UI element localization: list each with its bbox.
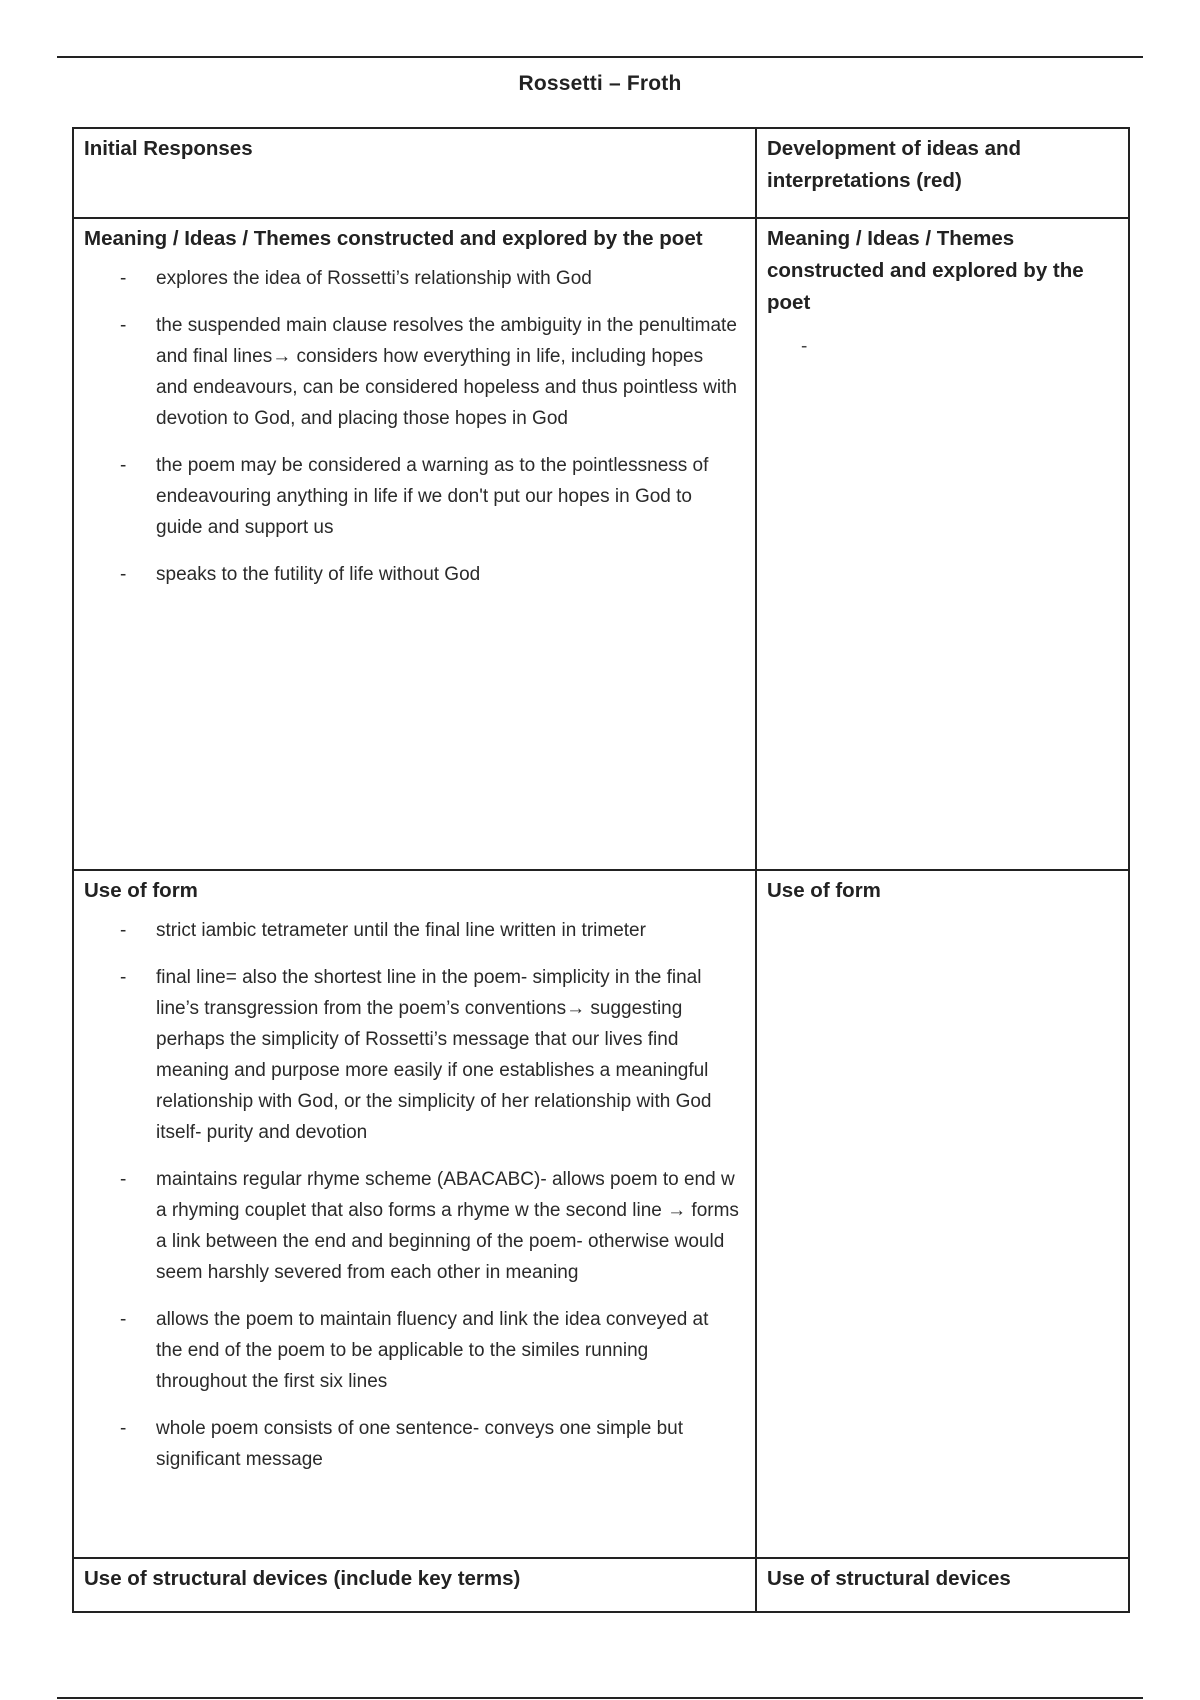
list-item	[84, 962, 745, 1148]
bullet-dash: -	[120, 1309, 127, 1330]
development-heading: Development of ideas and interpretations (red)	[767, 137, 1022, 192]
form-bullet-list	[84, 915, 745, 1475]
meaning-right-cell	[756, 218, 1129, 870]
list-item	[84, 1413, 745, 1475]
analysis-table	[72, 127, 1130, 1613]
bullet-dash: -	[120, 1418, 127, 1439]
structure-left-cell	[73, 1558, 756, 1612]
structure-development-heading: Use of structural devices	[767, 1567, 1011, 1590]
document-title: Rossetti – Froth	[518, 72, 682, 95]
list-item	[84, 1164, 745, 1288]
form-row	[73, 870, 1129, 1558]
list-item-text: explores the idea of Rossetti’s relationship with God	[156, 268, 592, 289]
bottom-rule	[57, 1697, 1143, 1699]
meaning-left-cell	[73, 218, 756, 870]
empty-bullet-dash: -	[801, 336, 808, 357]
list-item-text: speaks to the futility of life without God	[156, 564, 481, 585]
bullet-dash: -	[120, 315, 127, 336]
list-item	[84, 310, 745, 434]
form-right-cell	[756, 870, 1129, 1558]
form-heading: Use of form	[84, 879, 198, 902]
bullet-dash: -	[120, 1169, 127, 1190]
list-item	[84, 1304, 745, 1397]
list-item-text: whole poem consists of one sentence- conveys one simple but significant message	[156, 1418, 684, 1470]
bullet-dash: -	[120, 455, 127, 476]
bullet-dash: -	[120, 564, 127, 585]
structure-row	[73, 1558, 1129, 1612]
list-item-text: final line= also the shortest line in the poem- simplicity in the final line’s transgression from the poem’s conventions→ suggesting perhaps the simplicity of Rossetti’s message that our lives find meaning and purpose more easily if one establishes a meaningful relationship with God, or the simplicity of her relationship with God itself- purity and devotion	[156, 967, 712, 1143]
top-rule	[57, 56, 1143, 58]
bullet-dash: -	[120, 967, 127, 988]
meaning-heading: Meaning / Ideas / Themes constructed and explored by the poet	[84, 227, 703, 250]
list-item-text: the suspended main clause resolves the ambiguity in the penultimate and final lines→ considers how everything in life, including hopes and endeavours, can be considered hopeless and thus pointless with devotion to God, and placing those hopes in God	[156, 315, 737, 429]
list-item-text: allows the poem to maintain fluency and link the idea conveyed at the end of the poem to be applicable to the similes running throughout the first six lines	[156, 1309, 709, 1392]
list-item	[84, 915, 745, 946]
form-left-cell	[73, 870, 756, 1558]
table-header-row	[73, 128, 1129, 218]
list-item-text: strict iambic tetrameter until the final line written in trimeter	[156, 920, 646, 941]
form-development-heading: Use of form	[767, 879, 881, 902]
list-item	[84, 450, 745, 543]
initial-responses-heading: Initial Responses	[84, 137, 253, 160]
list-item	[84, 263, 745, 294]
list-item-text: the poem may be considered a warning as to the pointlessness of endeavouring anything in life if we don't put our hopes in God to guide and support us	[156, 455, 709, 538]
list-item	[84, 559, 745, 590]
bullet-dash: -	[120, 920, 127, 941]
list-item-text: maintains regular rhyme scheme (ABACABC)- allows poem to end w a rhyming couplet that also forms a rhyme w the second line → forms a link between the end and beginning of the poem- otherwise would seem harshly severed from each other in meaning	[156, 1169, 739, 1283]
bullet-dash: -	[120, 268, 127, 289]
meaning-row	[73, 218, 1129, 870]
development-header-cell	[756, 128, 1129, 218]
structure-right-cell	[756, 1558, 1129, 1612]
meaning-development-heading: Meaning / Ideas / Themes constructed and explored by the poet	[767, 227, 1084, 314]
meaning-bullet-list	[84, 263, 745, 590]
initial-responses-header-cell	[73, 128, 756, 218]
structure-heading: Use of structural devices (include key terms)	[84, 1567, 521, 1590]
